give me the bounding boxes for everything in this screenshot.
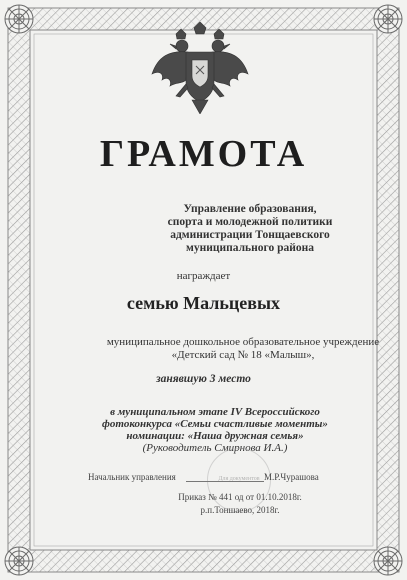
issuer-block	[150, 203, 350, 255]
contest-block	[90, 406, 340, 454]
certificate-title: ГРАМОТА	[99, 133, 308, 175]
issuer-line: администрации Тонщаевского	[170, 229, 330, 241]
organization-block	[88, 336, 398, 362]
signer-title: Начальник управления	[88, 472, 176, 482]
organization-line: «Детский сад № 18 «Малыш»,	[171, 349, 315, 361]
stamp-text: Для документов	[218, 476, 260, 482]
order-line: Приказ № 441 од от 01.10.2018г.	[178, 492, 302, 502]
contest-line: номинации: «Наша дружная семья»	[126, 430, 304, 442]
organization-line: муниципальное дошкольное образовательное учреждение	[106, 336, 380, 348]
place-text: занявшую 3 место	[156, 373, 251, 385]
signature-line	[186, 481, 264, 482]
supervisor-line: (Руководитель Смирнова И.А.)	[142, 442, 288, 454]
recipient-name: семью Мальцевых	[126, 293, 281, 313]
double-headed-eagle-icon	[150, 22, 250, 114]
contest-line: в муниципальном этапе IV Всероссийского	[110, 406, 320, 418]
contest-line: фотоконкурса «Семьи счастливые моменты»	[102, 418, 328, 430]
footer-block	[140, 491, 340, 517]
signer-name: М.Р.Чурашова	[264, 472, 319, 482]
issuer-line: муниципального района	[186, 242, 314, 254]
place-date-line: р.п.Тоншаево, 2018г.	[200, 505, 280, 515]
issuer-line: Управление образования,	[183, 203, 317, 215]
awards-verb: награждает	[176, 270, 231, 282]
issuer-line: спорта и молодежной политики	[167, 216, 333, 228]
